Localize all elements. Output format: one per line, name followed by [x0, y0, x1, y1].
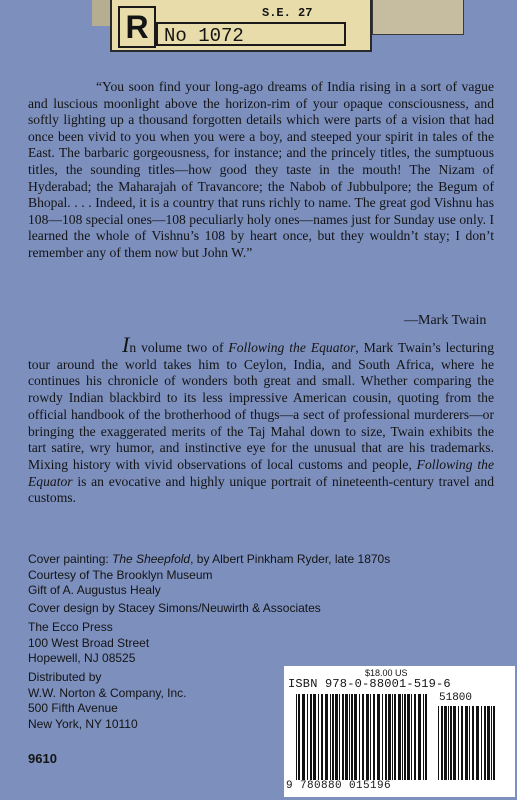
barcode-bar: [385, 694, 387, 780]
barcode-bar: [321, 694, 323, 780]
desc-text-2: , Mark Twain’s lecturing tour around the world takes him to Ceylon, India, and South Africa, where he continues his chronicle of wonders both great and small. Whether comparing the rowdy Indian blackbird to its less impressive American cousin, quoting from the official handbook of the brotherhood of thugs—a sect of professional murderers—or bringing the exaggerated merits of the Taj Mahal down to size, Twain exhibits the tart satire, wry humor, and instinctive eye for the unusual that are his trademarks. Mixing history with vivid observations of local customs and people,: [28, 340, 494, 472]
barcode-bar: [335, 694, 338, 780]
barcode-bar: [373, 694, 375, 780]
publisher-street: 100 West Broad Street: [28, 635, 150, 650]
stamp-letter: R: [118, 6, 156, 48]
barcode-bar: [332, 694, 334, 780]
publisher-city: Hopewell, NJ 08525: [28, 651, 136, 665]
drop-initial: I: [122, 332, 130, 357]
barcode-bar: [493, 706, 495, 780]
design-line: Cover design by Stacey Simons/Neuwirth & Associates: [28, 601, 321, 615]
painting-suffix: , by Albert Pinkham Ryder, late 1870s: [190, 552, 391, 566]
barcode-bar: [318, 694, 319, 780]
courtesy-line: Courtesy of The Brooklyn Museum: [28, 567, 213, 582]
barcode-bar: [450, 706, 452, 780]
barcode-bar: [307, 694, 308, 780]
barcode-bar: [345, 694, 348, 780]
barcode-addon-bars: [438, 706, 498, 780]
desc-text-3: is an evocative and highly unique portrait of nineteenth-century travel and customs.: [28, 473, 494, 506]
twain-quote: [28, 79, 494, 262]
barcode-bar: [296, 694, 297, 780]
barcode-bar: [476, 706, 479, 780]
barcode-bar: [484, 706, 486, 780]
barcode-bar: [302, 694, 305, 780]
barcode-bar: [438, 706, 439, 780]
barcode-digits: 9 780880 015196: [286, 780, 392, 792]
barcode-bar: [354, 694, 357, 780]
barcode-bar: [458, 706, 459, 780]
barcode-bar: [398, 694, 401, 780]
book-title: Following the Equator: [28, 456, 494, 489]
barcode-bar: [351, 694, 353, 780]
distributor-street: 500 Fifth Avenue: [28, 701, 118, 715]
barcode-bar: [388, 694, 391, 780]
stamp-number: No 1072: [156, 22, 346, 46]
barcode-bar: [425, 694, 427, 780]
barcode-bar: [448, 706, 449, 780]
barcode-bar: [472, 706, 474, 780]
desc-text-1: n volume two of: [129, 340, 229, 355]
quote-attribution: —Mark Twain: [404, 313, 487, 328]
catalog-number: 9610: [28, 751, 57, 766]
barcode-bar: [339, 694, 340, 780]
gift-line: Gift of A. Augustus Healy: [28, 583, 161, 597]
painting-credits: [28, 552, 390, 599]
barcode-bar: [325, 694, 328, 780]
barcode-bar: [402, 694, 403, 780]
distributor-name: W.W. Norton & Company, Inc.: [28, 685, 187, 700]
painting-prefix: Cover painting:: [28, 552, 113, 566]
barcode-bar: [362, 694, 364, 780]
barcode-bar: [404, 694, 406, 780]
barcode-bar: [370, 694, 371, 780]
barcode-price: $18.00 US: [365, 668, 408, 678]
barcode-bar: [441, 706, 443, 780]
barcode-bar: [310, 694, 312, 780]
barcode-bar: [411, 694, 412, 780]
painting-title: The Sheepfold: [112, 552, 191, 566]
barcode-bar: [359, 694, 360, 780]
barcode-bar: [469, 706, 470, 780]
distributor-city: New York, NY 10110: [28, 716, 138, 731]
barcode-bar: [444, 706, 447, 780]
barcode-box: [284, 666, 515, 797]
quote-text: “You soon find your long-ago dreams of India rising in a sort of vague and luscious moonlight above the horizon-rim of your opaque consciousness, and softly lighting up a thousand forgotten details which were parts of a vision that had once been vivid to you when you were a boy, and steeped your spirit in tales of the East. The barbaric gorgeousness, for instance; and the princely titles, the sumptuous titles, the sounding titles—how good they taste in the mouth! The Nizam of Hyderabad; the Maharajah of Travancore; the Nabob of Jubbulpore; the Begum of Bhopal. . . . Indeed, it is a country that runs richly to name. The great god Vishnu has 108—108 special ones—108 peculiarly holy ones—names just for Sunday use only. I learned the whole of Vishnu’s 108 by heart once, but they wouldn’t stay; I don’t remember any of them now but John W.”: [28, 79, 494, 260]
barcode-bar: [491, 706, 492, 780]
barcode-bar: [313, 694, 316, 780]
book-title: Following the Equator: [228, 340, 356, 355]
barcode-bar: [349, 694, 350, 780]
barcode-bar: [481, 706, 482, 780]
barcode-bar: [394, 694, 396, 780]
barcode-bar: [298, 694, 300, 780]
barcode-bar: [392, 694, 393, 780]
barcode-bar: [377, 694, 380, 780]
barcode-bar: [453, 706, 456, 780]
barcode-bar: [414, 694, 416, 780]
barcode-bar: [366, 694, 369, 780]
barcode-isbn: ISBN 978-0-88001-519-6: [288, 677, 451, 691]
book-description: [28, 332, 494, 507]
publisher-name: The Ecco Press: [28, 620, 113, 634]
barcode-bar: [407, 694, 410, 780]
barcode-bar: [330, 694, 331, 780]
barcode-bar: [461, 706, 463, 780]
distributor-address: [28, 670, 187, 732]
barcode-bar: [342, 694, 344, 780]
publisher-address: [28, 620, 149, 667]
barcode-bars: [296, 694, 428, 780]
library-stamp: [110, 0, 372, 52]
postage-stamp: [372, 0, 464, 35]
barcode-bar: [465, 706, 468, 780]
distributor-label: Distributed by: [28, 670, 102, 684]
barcode-bar: [382, 694, 383, 780]
stamp-edge: [92, 0, 110, 26]
design-credit: [28, 601, 321, 617]
barcode-addon-number: 51800: [439, 692, 473, 704]
stamp-se: S.E. 27: [262, 6, 313, 20]
barcode-bar: [418, 694, 421, 780]
barcode-bar: [487, 706, 490, 780]
barcode-bar: [423, 694, 424, 780]
